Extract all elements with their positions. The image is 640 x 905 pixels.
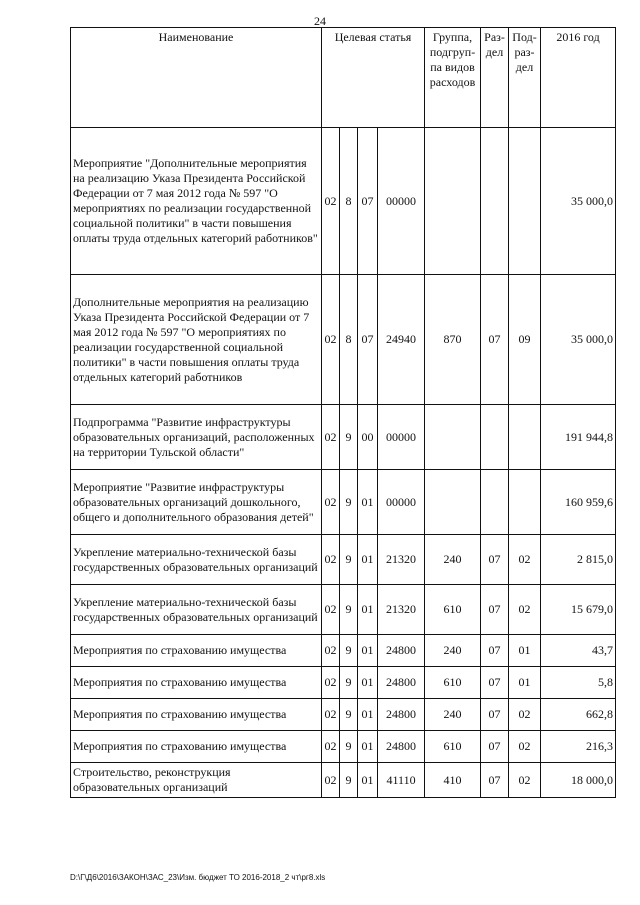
row-amount: 2 815,0 — [541, 535, 616, 585]
row-amount: 43,7 — [541, 635, 616, 667]
row-amount: 662,8 — [541, 699, 616, 731]
row-target-event: 01 — [358, 731, 378, 763]
table-row — [71, 275, 616, 405]
page-number: 24 — [314, 14, 326, 28]
table-row — [71, 667, 616, 699]
row-subsection — [509, 128, 541, 275]
row-target-program: 02 — [322, 470, 340, 535]
row-amount: 15 679,0 — [541, 585, 616, 635]
row-section: 07 — [481, 763, 509, 798]
row-target-direction: 24800 — [378, 699, 425, 731]
row-section: 07 — [481, 275, 509, 405]
row-subsection — [509, 405, 541, 470]
row-expense-group: 610 — [425, 585, 481, 635]
row-target-program: 02 — [322, 667, 340, 699]
row-target-subprogram: 9 — [340, 585, 358, 635]
row-target-direction: 24800 — [378, 635, 425, 667]
row-target-event: 01 — [358, 470, 378, 535]
row-name: Мероприятия по страхованию имущества — [71, 667, 322, 699]
row-section: 07 — [481, 699, 509, 731]
row-target-program: 02 — [322, 635, 340, 667]
row-target-program: 02 — [322, 275, 340, 405]
row-target-direction: 21320 — [378, 535, 425, 585]
row-subsection: 02 — [509, 585, 541, 635]
row-target-direction: 21320 — [378, 585, 425, 635]
row-expense-group: 240 — [425, 699, 481, 731]
row-amount: 216,3 — [541, 731, 616, 763]
row-target-event: 01 — [358, 763, 378, 798]
row-target-program: 02 — [322, 585, 340, 635]
row-target-event: 01 — [358, 635, 378, 667]
row-amount: 5,8 — [541, 667, 616, 699]
row-target-event: 01 — [358, 585, 378, 635]
table-body — [71, 128, 616, 798]
row-name: Укрепление материально-технической базы государственных образовательных организаций — [71, 585, 322, 635]
row-target-event: 01 — [358, 535, 378, 585]
row-target-subprogram: 8 — [340, 128, 358, 275]
row-section: 07 — [481, 635, 509, 667]
row-target-event: 01 — [358, 699, 378, 731]
row-amount: 18 000,0 — [541, 763, 616, 798]
row-target-subprogram: 9 — [340, 731, 358, 763]
row-subsection: 01 — [509, 667, 541, 699]
row-name: Подпрограмма "Развитие инфраструктуры образовательных организаций, расположенных на территории Тульской области" — [71, 405, 322, 470]
row-subsection — [509, 470, 541, 535]
row-subsection: 02 — [509, 699, 541, 731]
row-expense-group — [425, 128, 481, 275]
row-target-program: 02 — [322, 763, 340, 798]
table-row — [71, 128, 616, 275]
row-target-direction: 00000 — [378, 405, 425, 470]
row-target-program: 02 — [322, 535, 340, 585]
row-section: 07 — [481, 535, 509, 585]
budget-table — [70, 27, 616, 798]
footer-file-path: D:\Г\Д6\2016\ЗАКОН\ЗАС_23\Изм. бюджет ТО 2016-2018_2 чт\рг8.xls — [70, 873, 326, 882]
row-target-event: 00 — [358, 405, 378, 470]
row-target-program: 02 — [322, 128, 340, 275]
table-header-row — [71, 28, 616, 128]
row-section: 07 — [481, 585, 509, 635]
table-row — [71, 470, 616, 535]
row-target-subprogram: 8 — [340, 275, 358, 405]
table-row — [71, 763, 616, 798]
row-expense-group: 610 — [425, 731, 481, 763]
table-row — [71, 699, 616, 731]
row-expense-group — [425, 470, 481, 535]
row-expense-group — [425, 405, 481, 470]
table-row — [71, 405, 616, 470]
row-section: 07 — [481, 731, 509, 763]
row-subsection: 01 — [509, 635, 541, 667]
row-section — [481, 128, 509, 275]
row-name: Мероприятие "Дополнительные мероприятия на реализацию Указа Президента Российской Федерации от 7 мая 2012 года № 597 "О мероприятиях по реализации государственной социальной политики" в части повышения оплаты труда отдельных категорий работников" — [71, 128, 322, 275]
header-group: Группа, подгруп-па видов расходов — [425, 28, 481, 128]
row-name: Укрепление материально-технической базы государственных образовательных организаций — [71, 535, 322, 585]
row-name: Строительство, реконструкция образовательных организаций — [71, 763, 322, 798]
header-target-article: Целевая статья — [322, 28, 425, 128]
row-name: Мероприятия по страхованию имущества — [71, 635, 322, 667]
row-target-direction: 24800 — [378, 731, 425, 763]
table-row — [71, 535, 616, 585]
row-expense-group: 240 — [425, 535, 481, 585]
row-target-subprogram: 9 — [340, 763, 358, 798]
row-target-event: 07 — [358, 275, 378, 405]
row-amount: 35 000,0 — [541, 128, 616, 275]
row-target-direction: 00000 — [378, 470, 425, 535]
row-target-program: 02 — [322, 699, 340, 731]
table-row — [71, 635, 616, 667]
row-target-direction: 24800 — [378, 667, 425, 699]
row-expense-group: 870 — [425, 275, 481, 405]
row-target-subprogram: 9 — [340, 470, 358, 535]
table-row — [71, 731, 616, 763]
row-target-program: 02 — [322, 731, 340, 763]
header-section: Раз-дел — [481, 28, 509, 128]
row-subsection: 02 — [509, 731, 541, 763]
row-target-event: 07 — [358, 128, 378, 275]
header-name: Наименование — [71, 28, 322, 128]
table-row — [71, 585, 616, 635]
row-amount: 160 959,6 — [541, 470, 616, 535]
row-target-program: 02 — [322, 405, 340, 470]
row-name: Дополнительные мероприятия на реализацию Указа Президента Российской Федерации от 7 мая 2012 года № 597 "О мероприятиях по реализации государственной социальной политики" в части повышения оплаты труда отдельных категорий работников — [71, 275, 322, 405]
row-target-direction: 41110 — [378, 763, 425, 798]
row-amount: 35 000,0 — [541, 275, 616, 405]
row-amount: 191 944,8 — [541, 405, 616, 470]
row-expense-group: 240 — [425, 635, 481, 667]
row-subsection: 09 — [509, 275, 541, 405]
row-target-direction: 00000 — [378, 128, 425, 275]
row-target-direction: 24940 — [378, 275, 425, 405]
row-name: Мероприятия по страхованию имущества — [71, 699, 322, 731]
row-section — [481, 470, 509, 535]
header-subsection: Под-раз-дел — [509, 28, 541, 128]
row-name: Мероприятия по страхованию имущества — [71, 731, 322, 763]
row-target-subprogram: 9 — [340, 667, 358, 699]
row-section — [481, 405, 509, 470]
row-subsection: 02 — [509, 535, 541, 585]
row-name: Мероприятие "Развитие инфраструктуры образовательных организаций дошкольного, общего и дополнительного образования детей" — [71, 470, 322, 535]
header-year: 2016 год — [541, 28, 616, 128]
row-target-subprogram: 9 — [340, 699, 358, 731]
row-target-subprogram: 9 — [340, 535, 358, 585]
row-target-event: 01 — [358, 667, 378, 699]
row-target-subprogram: 9 — [340, 405, 358, 470]
row-target-subprogram: 9 — [340, 635, 358, 667]
row-expense-group: 410 — [425, 763, 481, 798]
row-section: 07 — [481, 667, 509, 699]
row-subsection: 02 — [509, 763, 541, 798]
row-expense-group: 610 — [425, 667, 481, 699]
